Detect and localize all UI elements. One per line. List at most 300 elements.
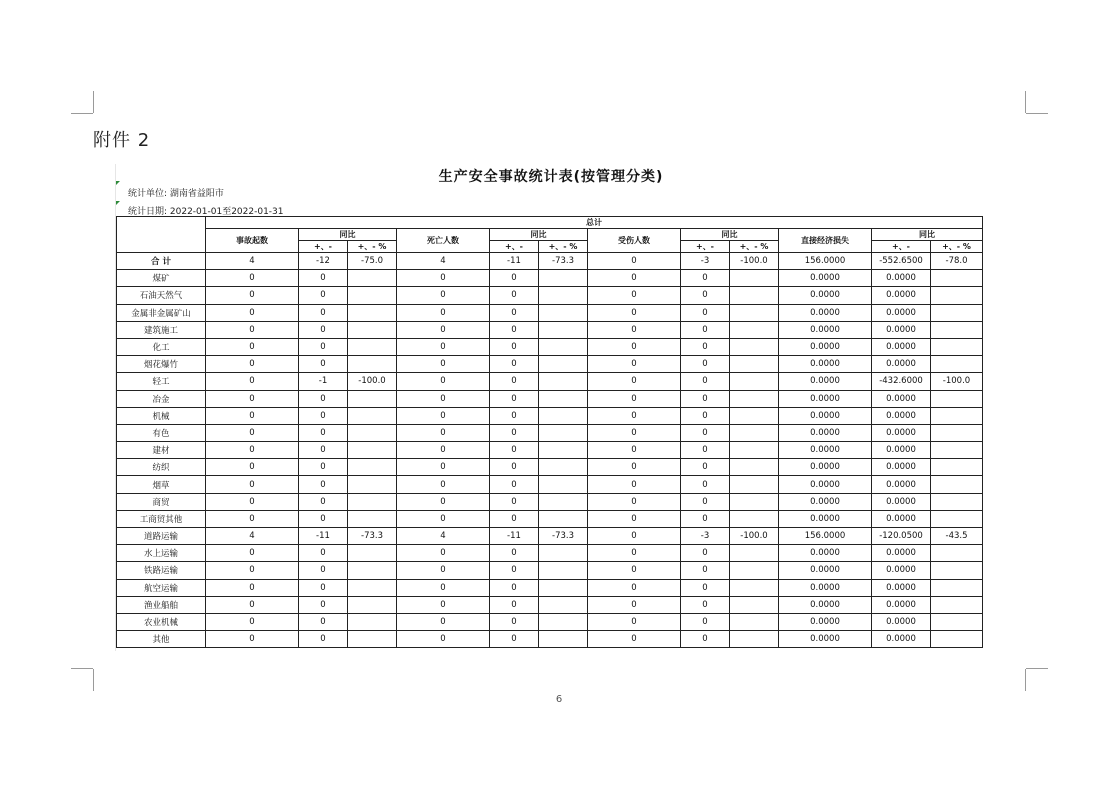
value-cell-loss-p bbox=[931, 442, 983, 459]
value-cell-loss: 0.0000 bbox=[779, 493, 872, 510]
value-cell-inj-d: 0 bbox=[681, 613, 730, 630]
value-cell-inj: 0 bbox=[588, 442, 681, 459]
value-cell-loss-p bbox=[931, 459, 983, 476]
value-cell-acc: 0 bbox=[206, 424, 299, 441]
header-injured-diff: +、- bbox=[681, 241, 730, 253]
value-cell-loss-p bbox=[931, 304, 983, 321]
value-cell-inj-d: 0 bbox=[681, 424, 730, 441]
value-cell-loss-d: -552.6500 bbox=[872, 253, 931, 270]
value-cell-death: 0 bbox=[397, 493, 490, 510]
value-cell-death-d: 0 bbox=[490, 304, 539, 321]
value-cell-death-p bbox=[539, 442, 588, 459]
page-number: 6 bbox=[555, 694, 563, 705]
value-cell-inj: 0 bbox=[588, 476, 681, 493]
table-row bbox=[117, 338, 983, 355]
value-cell-inj: 0 bbox=[588, 596, 681, 613]
value-cell-inj: 0 bbox=[588, 373, 681, 390]
value-cell-death: 0 bbox=[397, 613, 490, 630]
value-cell-loss-p bbox=[931, 338, 983, 355]
value-cell-inj-d: 0 bbox=[681, 373, 730, 390]
header-loss: 直接经济损失 bbox=[779, 229, 872, 253]
value-cell-acc: 0 bbox=[206, 562, 299, 579]
value-cell-death-d: 0 bbox=[490, 390, 539, 407]
value-cell-acc: 0 bbox=[206, 373, 299, 390]
value-cell-acc: 0 bbox=[206, 304, 299, 321]
header-yoy-loss: 同比 bbox=[872, 229, 983, 241]
value-cell-death-p bbox=[539, 270, 588, 287]
value-cell-inj: 0 bbox=[588, 390, 681, 407]
value-cell-inj: 0 bbox=[588, 424, 681, 441]
header-loss-diff: +、- bbox=[872, 241, 931, 253]
value-cell-death: 0 bbox=[397, 287, 490, 304]
value-cell-loss-d: 0.0000 bbox=[872, 596, 931, 613]
value-cell-death-p bbox=[539, 613, 588, 630]
value-cell-death-p bbox=[539, 356, 588, 373]
value-cell-acc-p: -73.3 bbox=[348, 528, 397, 545]
value-cell-acc-d: 0 bbox=[299, 287, 348, 304]
value-cell-inj-d: 0 bbox=[681, 356, 730, 373]
value-cell-acc-d: -11 bbox=[299, 528, 348, 545]
value-cell-acc: 0 bbox=[206, 287, 299, 304]
value-cell-inj: 0 bbox=[588, 562, 681, 579]
value-cell-acc-d: 0 bbox=[299, 338, 348, 355]
value-cell-loss-d: 0.0000 bbox=[872, 545, 931, 562]
value-cell-death-d: 0 bbox=[490, 270, 539, 287]
value-cell-inj-p bbox=[730, 493, 779, 510]
value-cell-inj-p: -100.0 bbox=[730, 253, 779, 270]
value-cell-acc-d: 0 bbox=[299, 493, 348, 510]
value-cell-acc-d: 0 bbox=[299, 390, 348, 407]
value-cell-death-p bbox=[539, 459, 588, 476]
value-cell-death-d: 0 bbox=[490, 476, 539, 493]
value-cell-death-p bbox=[539, 510, 588, 527]
value-cell-acc-d: 0 bbox=[299, 304, 348, 321]
value-cell-inj-d: 0 bbox=[681, 459, 730, 476]
value-cell-death-d: 0 bbox=[490, 493, 539, 510]
value-cell-loss-p: -78.0 bbox=[931, 253, 983, 270]
value-cell-loss-p bbox=[931, 596, 983, 613]
value-cell-loss-d: 0.0000 bbox=[872, 579, 931, 596]
table-row bbox=[117, 304, 983, 321]
category-cell: 冶金 bbox=[117, 390, 206, 407]
category-cell: 农业机械 bbox=[117, 613, 206, 630]
value-cell-death-d: 0 bbox=[490, 424, 539, 441]
value-cell-death-p bbox=[539, 304, 588, 321]
value-cell-loss: 0.0000 bbox=[779, 545, 872, 562]
value-cell-loss-p bbox=[931, 407, 983, 424]
value-cell-death-p bbox=[539, 596, 588, 613]
value-cell-death: 0 bbox=[397, 459, 490, 476]
table-row bbox=[117, 407, 983, 424]
header-yoy-accidents: 同比 bbox=[299, 229, 397, 241]
value-cell-inj: 0 bbox=[588, 493, 681, 510]
table-row bbox=[117, 373, 983, 390]
value-cell-inj-d: 0 bbox=[681, 390, 730, 407]
value-cell-inj-p bbox=[730, 596, 779, 613]
table-row bbox=[117, 356, 983, 373]
value-cell-loss: 0.0000 bbox=[779, 613, 872, 630]
value-cell-acc-p bbox=[348, 631, 397, 648]
value-cell-loss-d: 0.0000 bbox=[872, 304, 931, 321]
value-cell-inj: 0 bbox=[588, 579, 681, 596]
value-cell-loss: 0.0000 bbox=[779, 270, 872, 287]
category-cell: 金属非金属矿山 bbox=[117, 304, 206, 321]
value-cell-acc: 0 bbox=[206, 545, 299, 562]
value-cell-death-d: 0 bbox=[490, 579, 539, 596]
header-deaths: 死亡人数 bbox=[397, 229, 490, 253]
value-cell-death-d: 0 bbox=[490, 407, 539, 424]
value-cell-acc-d: 0 bbox=[299, 321, 348, 338]
value-cell-loss-p bbox=[931, 493, 983, 510]
value-cell-inj-p bbox=[730, 613, 779, 630]
value-cell-loss-d: 0.0000 bbox=[872, 390, 931, 407]
value-cell-loss-d: 0.0000 bbox=[872, 510, 931, 527]
header-yoy-deaths: 同比 bbox=[490, 229, 588, 241]
value-cell-inj: 0 bbox=[588, 270, 681, 287]
value-cell-acc-p: -100.0 bbox=[348, 373, 397, 390]
value-cell-death-d: 0 bbox=[490, 613, 539, 630]
value-cell-death-p bbox=[539, 407, 588, 424]
value-cell-loss: 0.0000 bbox=[779, 442, 872, 459]
value-cell-acc-d: 0 bbox=[299, 407, 348, 424]
value-cell-loss-d: 0.0000 bbox=[872, 476, 931, 493]
header-injured: 受伤人数 bbox=[588, 229, 681, 253]
value-cell-death-p bbox=[539, 631, 588, 648]
unit-line: 统计单位: 湖南省益阳市 bbox=[128, 189, 224, 199]
value-cell-loss-d: -432.6000 bbox=[872, 373, 931, 390]
value-cell-inj: 0 bbox=[588, 356, 681, 373]
value-cell-death-d: -11 bbox=[490, 528, 539, 545]
value-cell-acc-d: 0 bbox=[299, 545, 348, 562]
value-cell-loss-p bbox=[931, 631, 983, 648]
header-loss-pct: +、- % bbox=[931, 241, 983, 253]
value-cell-inj-p bbox=[730, 338, 779, 355]
value-cell-death: 4 bbox=[397, 528, 490, 545]
table-row bbox=[117, 442, 983, 459]
value-cell-death-p bbox=[539, 338, 588, 355]
category-cell: 有色 bbox=[117, 424, 206, 441]
value-cell-loss-d: 0.0000 bbox=[872, 442, 931, 459]
table-row bbox=[117, 545, 983, 562]
value-cell-acc-p bbox=[348, 287, 397, 304]
value-cell-death: 0 bbox=[397, 579, 490, 596]
value-cell-loss-p: -100.0 bbox=[931, 373, 983, 390]
value-cell-acc: 0 bbox=[206, 476, 299, 493]
value-cell-inj: 0 bbox=[588, 407, 681, 424]
category-cell: 化工 bbox=[117, 338, 206, 355]
value-cell-acc: 0 bbox=[206, 338, 299, 355]
value-cell-inj-d: 0 bbox=[681, 270, 730, 287]
category-cell: 轻工 bbox=[117, 373, 206, 390]
value-cell-death: 0 bbox=[397, 631, 490, 648]
value-cell-inj: 0 bbox=[588, 631, 681, 648]
value-cell-loss: 0.0000 bbox=[779, 304, 872, 321]
value-cell-acc-p bbox=[348, 390, 397, 407]
value-cell-inj: 0 bbox=[588, 338, 681, 355]
value-cell-loss: 0.0000 bbox=[779, 373, 872, 390]
value-cell-death-d: 0 bbox=[490, 338, 539, 355]
value-cell-inj: 0 bbox=[588, 459, 681, 476]
value-cell-death-p bbox=[539, 545, 588, 562]
value-cell-loss-p bbox=[931, 579, 983, 596]
header-blank-cell bbox=[117, 217, 206, 253]
attachment-label: 附件 2 bbox=[93, 130, 151, 151]
value-cell-death-p bbox=[539, 321, 588, 338]
value-cell-loss-p bbox=[931, 424, 983, 441]
value-cell-loss: 0.0000 bbox=[779, 356, 872, 373]
table-row bbox=[117, 562, 983, 579]
value-cell-acc-p bbox=[348, 338, 397, 355]
value-cell-inj-d: 0 bbox=[681, 510, 730, 527]
value-cell-loss: 0.0000 bbox=[779, 407, 872, 424]
category-cell: 石油天然气 bbox=[117, 287, 206, 304]
value-cell-death-p bbox=[539, 493, 588, 510]
value-cell-death-d: 0 bbox=[490, 631, 539, 648]
value-cell-inj-p bbox=[730, 424, 779, 441]
value-cell-loss-d: 0.0000 bbox=[872, 338, 931, 355]
value-cell-acc-p bbox=[348, 613, 397, 630]
value-cell-loss: 156.0000 bbox=[779, 253, 872, 270]
value-cell-inj-p bbox=[730, 442, 779, 459]
value-cell-death-d: 0 bbox=[490, 459, 539, 476]
value-cell-death-d: 0 bbox=[490, 356, 539, 373]
value-cell-inj-p bbox=[730, 390, 779, 407]
value-cell-inj-p bbox=[730, 407, 779, 424]
value-cell-acc-p bbox=[348, 476, 397, 493]
value-cell-inj-d: -3 bbox=[681, 528, 730, 545]
value-cell-loss: 0.0000 bbox=[779, 476, 872, 493]
value-cell-acc-d: 0 bbox=[299, 613, 348, 630]
cell-marker bbox=[116, 181, 120, 185]
category-cell: 工商贸其他 bbox=[117, 510, 206, 527]
value-cell-inj-d: 0 bbox=[681, 545, 730, 562]
header-yoy-injured: 同比 bbox=[681, 229, 779, 241]
value-cell-death: 0 bbox=[397, 321, 490, 338]
value-cell-acc-d: 0 bbox=[299, 579, 348, 596]
value-cell-inj: 0 bbox=[588, 304, 681, 321]
value-cell-death-p bbox=[539, 390, 588, 407]
value-cell-acc-d: 0 bbox=[299, 510, 348, 527]
value-cell-inj-p bbox=[730, 476, 779, 493]
value-cell-death-p: -73.3 bbox=[539, 253, 588, 270]
value-cell-loss-d: 0.0000 bbox=[872, 562, 931, 579]
value-cell-death: 0 bbox=[397, 510, 490, 527]
value-cell-acc-p bbox=[348, 562, 397, 579]
value-cell-inj-p bbox=[730, 356, 779, 373]
date-line: 统计日期: 2022-01-01至2022-01-31 bbox=[128, 207, 284, 217]
value-cell-death-d: 0 bbox=[490, 562, 539, 579]
header-accidents: 事故起数 bbox=[206, 229, 299, 253]
value-cell-inj-d: -3 bbox=[681, 253, 730, 270]
value-cell-death: 0 bbox=[397, 562, 490, 579]
value-cell-loss-d: 0.0000 bbox=[872, 459, 931, 476]
value-cell-inj: 0 bbox=[588, 613, 681, 630]
category-cell: 纺织 bbox=[117, 459, 206, 476]
value-cell-loss-d: 0.0000 bbox=[872, 631, 931, 648]
category-cell: 建筑施工 bbox=[117, 321, 206, 338]
value-cell-acc-d: 0 bbox=[299, 424, 348, 441]
value-cell-acc-p: -75.0 bbox=[348, 253, 397, 270]
category-cell: 合 计 bbox=[117, 253, 206, 270]
value-cell-acc-p bbox=[348, 545, 397, 562]
value-cell-death: 0 bbox=[397, 390, 490, 407]
value-cell-inj-d: 0 bbox=[681, 562, 730, 579]
value-cell-death: 0 bbox=[397, 270, 490, 287]
value-cell-loss-p bbox=[931, 510, 983, 527]
value-cell-acc-p bbox=[348, 356, 397, 373]
table-row bbox=[117, 528, 983, 545]
value-cell-inj: 0 bbox=[588, 545, 681, 562]
value-cell-loss-p bbox=[931, 476, 983, 493]
value-cell-death: 0 bbox=[397, 338, 490, 355]
value-cell-acc-d: 0 bbox=[299, 356, 348, 373]
value-cell-death-d: 0 bbox=[490, 287, 539, 304]
value-cell-acc-p bbox=[348, 579, 397, 596]
value-cell-death-d: 0 bbox=[490, 510, 539, 527]
category-cell: 渔业船舶 bbox=[117, 596, 206, 613]
header-row-1 bbox=[117, 217, 983, 229]
value-cell-inj-p bbox=[730, 270, 779, 287]
category-cell: 机械 bbox=[117, 407, 206, 424]
value-cell-acc: 0 bbox=[206, 510, 299, 527]
category-cell: 商贸 bbox=[117, 493, 206, 510]
value-cell-acc-p bbox=[348, 270, 397, 287]
value-cell-inj: 0 bbox=[588, 287, 681, 304]
header-accidents-diff: +、- bbox=[299, 241, 348, 253]
value-cell-death-p bbox=[539, 373, 588, 390]
value-cell-acc-p bbox=[348, 459, 397, 476]
value-cell-acc: 0 bbox=[206, 596, 299, 613]
value-cell-loss: 0.0000 bbox=[779, 321, 872, 338]
value-cell-death: 0 bbox=[397, 545, 490, 562]
value-cell-death: 0 bbox=[397, 424, 490, 441]
value-cell-death: 0 bbox=[397, 407, 490, 424]
header-row-2 bbox=[117, 229, 983, 241]
value-cell-loss-d: 0.0000 bbox=[872, 407, 931, 424]
value-cell-inj-p bbox=[730, 459, 779, 476]
value-cell-acc-d: 0 bbox=[299, 596, 348, 613]
value-cell-inj-p bbox=[730, 373, 779, 390]
value-cell-death: 0 bbox=[397, 596, 490, 613]
value-cell-death-p bbox=[539, 476, 588, 493]
value-cell-loss-d: 0.0000 bbox=[872, 613, 931, 630]
value-cell-acc: 0 bbox=[206, 613, 299, 630]
category-cell: 煤矿 bbox=[117, 270, 206, 287]
table-row bbox=[117, 321, 983, 338]
header-total: 总计 bbox=[206, 217, 983, 229]
value-cell-loss: 0.0000 bbox=[779, 596, 872, 613]
table-row bbox=[117, 631, 983, 648]
value-cell-acc-p bbox=[348, 304, 397, 321]
table-row bbox=[117, 613, 983, 630]
value-cell-loss: 0.0000 bbox=[779, 562, 872, 579]
value-cell-loss-p bbox=[931, 321, 983, 338]
value-cell-inj: 0 bbox=[588, 321, 681, 338]
value-cell-loss-p bbox=[931, 613, 983, 630]
value-cell-acc: 0 bbox=[206, 631, 299, 648]
value-cell-acc-p bbox=[348, 424, 397, 441]
value-cell-death-p bbox=[539, 562, 588, 579]
value-cell-loss: 156.0000 bbox=[779, 528, 872, 545]
value-cell-death: 4 bbox=[397, 253, 490, 270]
value-cell-acc-d: 0 bbox=[299, 562, 348, 579]
value-cell-inj-d: 0 bbox=[681, 287, 730, 304]
value-cell-acc-p bbox=[348, 596, 397, 613]
table-row bbox=[117, 579, 983, 596]
category-cell: 烟花爆竹 bbox=[117, 356, 206, 373]
value-cell-loss: 0.0000 bbox=[779, 390, 872, 407]
category-cell: 道路运输 bbox=[117, 528, 206, 545]
value-cell-death-p bbox=[539, 579, 588, 596]
statistics-table bbox=[116, 216, 983, 648]
value-cell-acc-d: -1 bbox=[299, 373, 348, 390]
value-cell-loss-d: 0.0000 bbox=[872, 287, 931, 304]
value-cell-loss: 0.0000 bbox=[779, 424, 872, 441]
table-row bbox=[117, 596, 983, 613]
value-cell-inj-p bbox=[730, 579, 779, 596]
value-cell-acc: 0 bbox=[206, 493, 299, 510]
value-cell-loss-p bbox=[931, 562, 983, 579]
value-cell-loss-p bbox=[931, 390, 983, 407]
value-cell-loss-p bbox=[931, 356, 983, 373]
value-cell-acc: 0 bbox=[206, 390, 299, 407]
total-row bbox=[117, 253, 983, 270]
header-deaths-diff: +、- bbox=[490, 241, 539, 253]
value-cell-acc: 4 bbox=[206, 528, 299, 545]
value-cell-inj-p: -100.0 bbox=[730, 528, 779, 545]
value-cell-death: 0 bbox=[397, 442, 490, 459]
table-row bbox=[117, 493, 983, 510]
value-cell-inj-p bbox=[730, 545, 779, 562]
value-cell-death-d: 0 bbox=[490, 596, 539, 613]
value-cell-loss: 0.0000 bbox=[779, 631, 872, 648]
category-cell: 烟草 bbox=[117, 476, 206, 493]
value-cell-acc-p bbox=[348, 321, 397, 338]
value-cell-death: 0 bbox=[397, 304, 490, 321]
value-cell-acc-p bbox=[348, 510, 397, 527]
value-cell-acc-d: 0 bbox=[299, 270, 348, 287]
value-cell-acc: 0 bbox=[206, 459, 299, 476]
value-cell-inj-d: 0 bbox=[681, 493, 730, 510]
value-cell-loss-p bbox=[931, 270, 983, 287]
value-cell-acc-d: 0 bbox=[299, 442, 348, 459]
table-title: 生产安全事故统计表(按管理分类) bbox=[438, 169, 664, 185]
value-cell-death: 0 bbox=[397, 373, 490, 390]
value-cell-inj-p bbox=[730, 321, 779, 338]
value-cell-inj-p bbox=[730, 631, 779, 648]
value-cell-death-p bbox=[539, 287, 588, 304]
value-cell-acc-d: 0 bbox=[299, 631, 348, 648]
value-cell-death: 0 bbox=[397, 356, 490, 373]
value-cell-inj-d: 0 bbox=[681, 631, 730, 648]
category-cell: 建材 bbox=[117, 442, 206, 459]
value-cell-inj-d: 0 bbox=[681, 442, 730, 459]
category-cell: 水上运输 bbox=[117, 545, 206, 562]
value-cell-loss: 0.0000 bbox=[779, 338, 872, 355]
value-cell-acc-p bbox=[348, 493, 397, 510]
table-row bbox=[117, 424, 983, 441]
value-cell-inj-d: 0 bbox=[681, 304, 730, 321]
value-cell-loss: 0.0000 bbox=[779, 510, 872, 527]
header-accidents-pct: +、- % bbox=[348, 241, 397, 253]
value-cell-death: 0 bbox=[397, 476, 490, 493]
table-row bbox=[117, 287, 983, 304]
value-cell-inj-d: 0 bbox=[681, 476, 730, 493]
value-cell-loss-d: 0.0000 bbox=[872, 493, 931, 510]
value-cell-loss-p bbox=[931, 287, 983, 304]
value-cell-inj-p bbox=[730, 287, 779, 304]
table-row bbox=[117, 270, 983, 287]
